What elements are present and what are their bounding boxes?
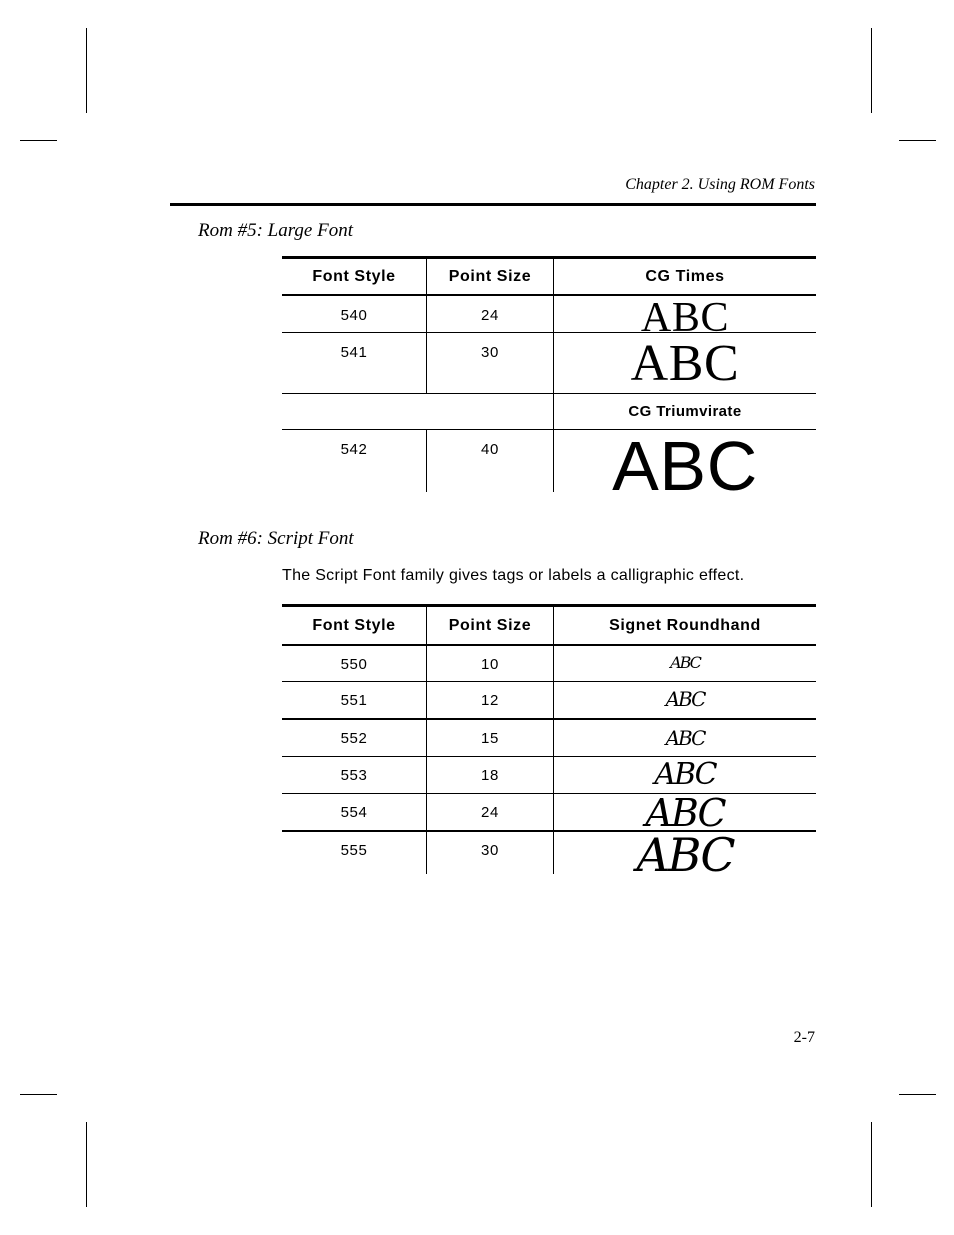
- table-row: [282, 295, 816, 341]
- table-header-row: [282, 604, 816, 646]
- table-header-row: [282, 256, 816, 296]
- column-header: Font Style: [282, 607, 427, 644]
- sample-cell: [554, 791, 816, 835]
- point-size-cell: 24: [427, 794, 554, 830]
- rom5-table: [282, 256, 816, 505]
- crop-mark: [871, 28, 872, 113]
- crop-mark: [20, 140, 57, 141]
- intro-paragraph: The Script Font family gives tags or labels a calligraphic effect.: [282, 567, 745, 584]
- sample-cell: [554, 295, 816, 341]
- table-row: [282, 427, 816, 505]
- crop-mark: [871, 1122, 872, 1207]
- sample-cell: [554, 828, 816, 882]
- page-number: 2-7: [793, 1029, 815, 1046]
- rom6-table: [282, 604, 816, 882]
- table-row: [282, 791, 816, 835]
- crop-mark: [899, 1094, 936, 1095]
- font-sample: ABC: [665, 726, 705, 750]
- column-header: Font Style: [282, 259, 427, 294]
- empty-cell: [282, 394, 554, 429]
- point-size-cell: 10: [427, 646, 554, 681]
- font-sample: ABC: [645, 791, 725, 835]
- crop-mark: [86, 1122, 87, 1207]
- font-sample: ABC: [612, 427, 758, 505]
- table-row: [282, 646, 816, 682]
- subheading-cg-triumvirate: CG Triumvirate: [628, 403, 742, 420]
- table-row: [282, 828, 816, 882]
- point-size-cell: 12: [427, 682, 554, 718]
- font-style-cell: 554: [282, 794, 427, 830]
- font-sample: ABC: [665, 687, 705, 711]
- font-sample: ABC: [636, 828, 734, 882]
- running-header: Chapter 2. Using ROM Fonts: [625, 176, 815, 193]
- table-row: [282, 682, 816, 720]
- font-style-cell: 540: [282, 296, 427, 332]
- sample-cell: [554, 682, 816, 718]
- crop-mark: [86, 28, 87, 113]
- font-sample: ABC: [670, 653, 700, 672]
- font-style-cell: 550: [282, 646, 427, 681]
- point-size-cell: 18: [427, 757, 554, 793]
- font-sample: ABC: [654, 757, 716, 792]
- sample-cell: [554, 646, 816, 681]
- column-header: Point Size: [427, 607, 554, 644]
- column-header: Point Size: [427, 259, 554, 294]
- font-style-cell: 542: [282, 430, 427, 492]
- font-style-cell: 555: [282, 832, 427, 874]
- sample-cell: [554, 720, 816, 756]
- table-row: [282, 720, 816, 757]
- crop-mark: [899, 140, 936, 141]
- point-size-cell: 24: [427, 296, 554, 332]
- font-sample: ABC: [640, 295, 730, 341]
- point-size-cell: 30: [427, 333, 554, 393]
- point-size-cell: 30: [427, 832, 554, 874]
- font-style-cell: 551: [282, 682, 427, 718]
- font-style-cell: 553: [282, 757, 427, 793]
- header-rule: [170, 203, 816, 206]
- section-title-rom5: Rom #5: Large Font: [198, 220, 353, 241]
- crop-mark: [20, 1094, 57, 1095]
- section-title-rom6: Rom #6: Script Font: [198, 528, 354, 549]
- font-sample: ABC: [630, 335, 740, 392]
- font-style-cell: 552: [282, 720, 427, 756]
- sample-cell: [554, 427, 816, 505]
- table-row: [282, 333, 816, 394]
- sample-cell: [554, 757, 816, 793]
- table-subheading-row: [282, 394, 816, 430]
- point-size-cell: 40: [427, 430, 554, 492]
- sample-cell: [554, 333, 816, 393]
- font-style-cell: 541: [282, 333, 427, 393]
- point-size-cell: 15: [427, 720, 554, 756]
- column-header: Signet Roundhand: [609, 616, 761, 634]
- column-header: CG Times: [645, 267, 725, 285]
- table-row: [282, 757, 816, 794]
